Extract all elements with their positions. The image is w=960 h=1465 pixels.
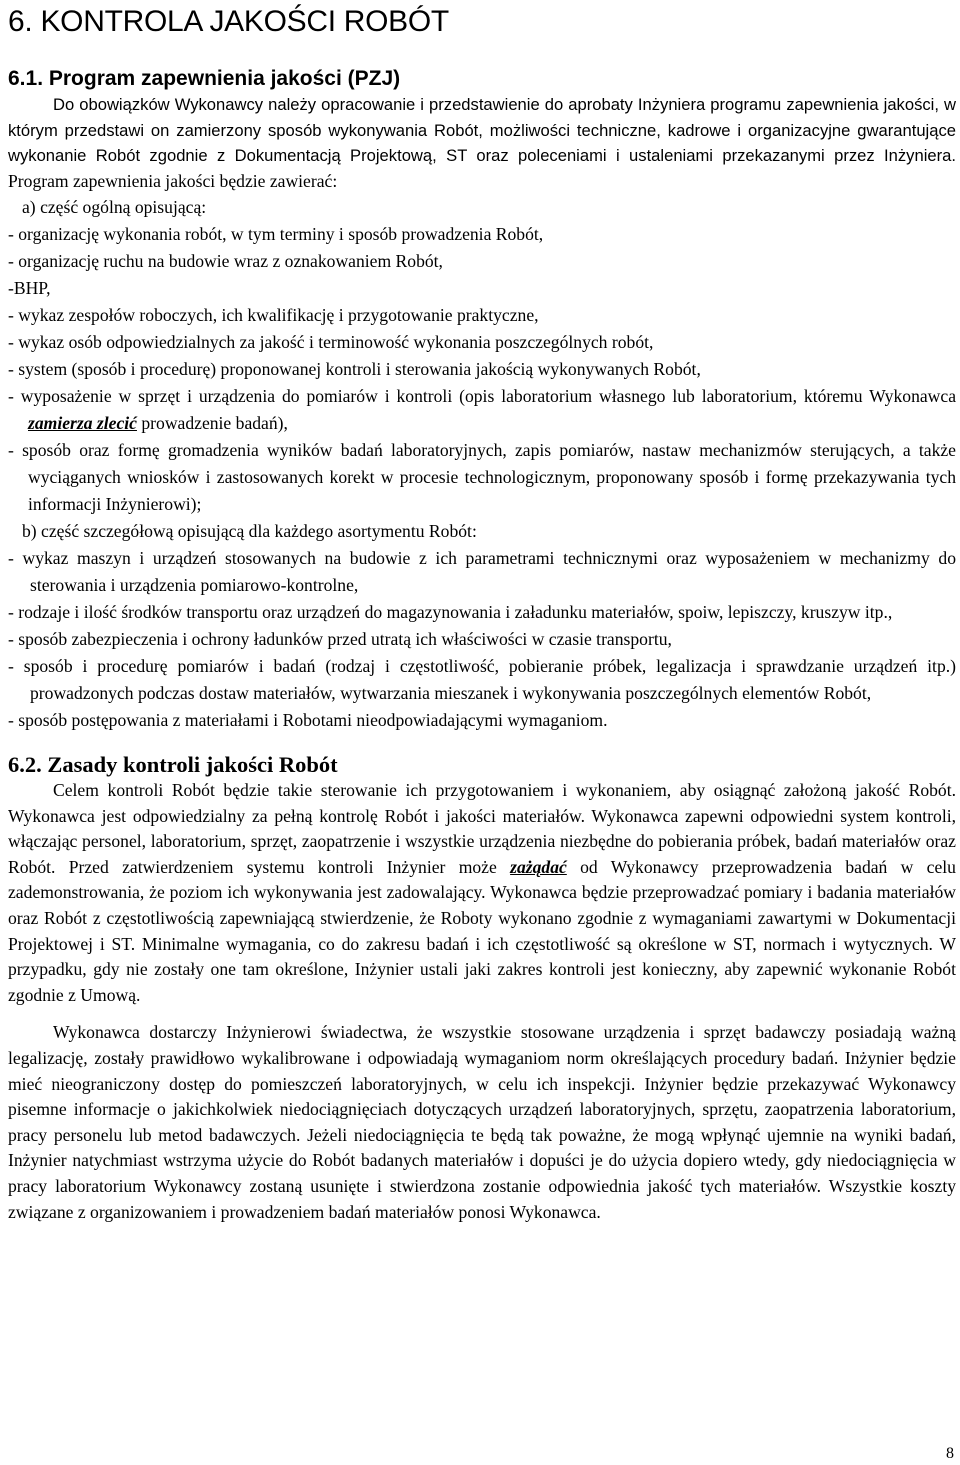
list-item: -BHP,	[8, 278, 51, 298]
chapter-heading: 6. KONTROLA JAKOŚCI ROBÓT	[8, 5, 449, 38]
document-page	[8, 0, 956, 1225]
intro-serif-text: Program zapewnienia jakości będzie zawierać:	[8, 170, 338, 191]
equipment-text-before: - wyposażenie w sprzęt i urządzenia do pomiarów i kontroli (opis laboratorium własnego lub laboratorium, któremu Wykonawca	[8, 386, 956, 406]
part-b-label: b) część szczegółową opisującą dla każdego asortymentu Robót:	[22, 521, 477, 541]
list-item: - organizację ruchu na budowie wraz z oznakowaniem Robót,	[8, 251, 443, 271]
equipment-emphasis: zamierza zlecić	[28, 413, 137, 433]
list-item: - system (sposób i procedurę) proponowanej kontroli i sterowania jakością wykonywanych Robót,	[8, 359, 701, 379]
part-b-list	[8, 545, 956, 734]
section-6-1-title: 6.1. Program zapewnienia jakości (PZJ)	[8, 67, 401, 90]
list-item: - wykaz maszyn i urządzeń stosowanych na budowie z ich parametrami technicznymi oraz wyposażeniem w mechanizmy do sterowania i urządzenia pomiarowo-kontrolne,	[8, 548, 956, 595]
list-item: - sposób oraz formę gromadzenia wyników badań laboratoryjnych, zapis pomiarów, nastaw mechanizmów sterujących, a także wyciąganych wniosków i zastosowanych korekt w procesie technologicznym, proponowany sposób i formę przekazywania tych informacji Inżynierowi);	[8, 440, 956, 514]
list-item: - wykaz osób odpowiedzialnych za jakość i terminowość wykonania poszczególnych robót,	[8, 332, 654, 352]
list-item-equipment	[8, 383, 956, 437]
section-6-1-intro	[8, 92, 956, 194]
intro-sans-text: Do obowiązków Wykonawcy należy opracowanie i przedstawienie do aprobaty Inżyniera programu zapewnienia jakości, w którym przedstawi on zamierzony sposób wykonywania Robót, możliwości techniczne, kadrowe i organizacyjne gwarantujące wykonanie Robót zgodnie z Dokumentacją Projektową, ST oraz poleceniami i ustaleniami przekazanymi przez Inżyniera.	[8, 95, 956, 165]
p1-text-after: od Wykonawcy przeprowadzenia badań w celu zademonstrowania, że poziom ich wykonywania jest zadowalający. Wykonawca będzie przeprowadzać pomiary i badania materiałów oraz Robót z częstotliwością zapewniającą stwierdzenie, że Roboty wykonano zgodnie z wymaganiami zawartymi w Dokumentacji Projektowej i ST. Minimalne wymagania, co do zakresu badań i ich częstotliwość są określone w ST, normach i wytycznych. W przypadku, gdy nie zostały one tam określone, Inżynier ustali jaki zakres kontroli jest konieczny, aby zapewnić wykonanie Robót zgodnie z Umową.	[8, 856, 956, 1005]
part-a-label: a) część ogólną opisującą:	[22, 197, 207, 217]
p1-text-before: Celem kontroli Robót będzie takie sterowanie ich przygotowaniem i wykonaniem, aby osiągnąć założoną jakość Robót. Wykonawca jest odpowiedzialny za pełną kontrolę Robót i jakości materiałów. Wykonawca zapewni odpowiedni system kontroli, włączając personel, laboratorium, sprzęt, zaopatrzenie i wszystkie urządzenia niezbędne do pobierania próbek, badań materiałów oraz Robót. Przed zatwierdzeniem systemu kontroli Inżynier może	[8, 780, 956, 877]
list-item: - sposób i procedurę pomiarów i badań (rodzaj i częstotliwość, pobieranie próbek, legalizacja i sprawdzanie urządzeń itp.) prowadzonych podczas dostaw materiałów, wytwarzania mieszanek i wykonywania poszczególnych elementów Robót,	[8, 656, 956, 703]
section-6-2-title: 6.2. Zasady kontroli jakości Robót	[8, 752, 338, 777]
section-6-2-paragraph-1	[8, 778, 956, 1008]
list-item: - wykaz zespołów roboczych, ich kwalifikację i przygotowanie praktyczne,	[8, 305, 539, 325]
list-item: - rodzaje i ilość środków transportu oraz urządzeń do magazynowania i załadunku materiałów, spoiw, lepiszczy, kruszyw itp.,	[8, 602, 893, 622]
list-item: - sposób zabezpieczenia i ochrony ładunków przed utratą ich właściwości w czasie transportu,	[8, 629, 672, 649]
page-number: 8	[946, 1445, 954, 1462]
section-6-2-paragraph-2: Wykonawca dostarczy Inżynierowi świadectwa, że wszystkie stosowane urządzenia i sprzęt badawczy posiadają ważną legalizację, zostały prawidłowo wykalibrowane i odpowiadają wymaganiom norm określających procedury badań. Inżynier będzie mieć nieograniczony dostęp do pomieszczeń laboratoryjnych, w celu ich inspekcji. Inżynier będzie przekazywać Wykonawcy pisemne informacje o jakichkolwiek niedociągnięciach dotyczących urządzeń laboratoryjnych, sprzętu, zaopatrzenia laboratorium, pracy personelu lub metod badawczych. Jeżeli niedociągnięcia te będą tak poważne, że mogą wpłynąć ujemnie na wyniki badań, Inżynier natychmiast wstrzyma użycie do Robót badanych materiałów i dopuści je do użycia dopiero wtedy, gdy niedociągnięcia w pracy laboratorium Wykonawcy zostaną usunięte i stwierdzona zostanie odpowiednia jakość tych materiałów. Wszystkie koszty związane z organizowaniem i prowadzeniem badań materiałów ponosi Wykonawca.	[8, 1022, 956, 1222]
list-item: - sposób postępowania z materiałami i Robotami nieodpowiadającymi wymaganiom.	[8, 710, 608, 730]
equipment-text-after: prowadzenie badań),	[136, 413, 288, 433]
part-a-list	[8, 221, 956, 518]
list-item: - organizację wykonania robót, w tym terminy i sposób prowadzenia Robót,	[8, 224, 544, 244]
p1-emphasis: zażądać	[510, 856, 567, 877]
